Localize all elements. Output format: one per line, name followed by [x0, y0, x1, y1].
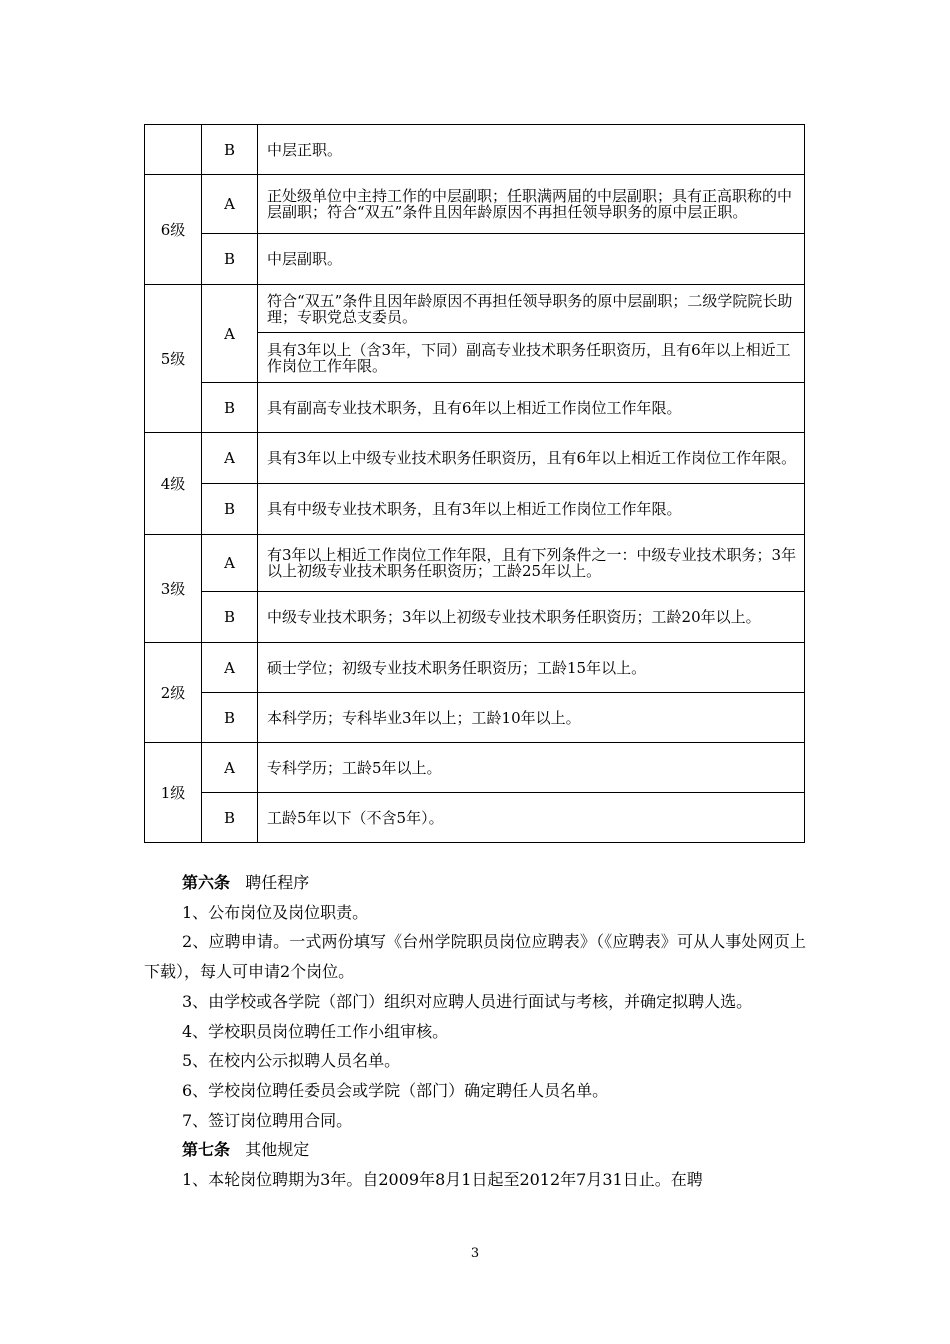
level-cell: 2级 — [145, 643, 202, 743]
list-item: 4、学校职员岗位聘任工作小组审核。 — [182, 1021, 449, 1041]
requirement-cell: 专科学历；工龄5年以上。 — [258, 743, 805, 793]
article-body — [144, 868, 806, 1195]
level-cell — [145, 125, 202, 175]
sublevel-cell: B — [202, 793, 258, 843]
article-title: 其他规定 — [245, 1140, 310, 1160]
requirement-cell: 符合“双五”条件且因年龄原因不再担任领导职务的原中层副职；二级学院院长助理；专职党总支委员。 — [258, 285, 805, 333]
requirement-cell: 硕士学位；初级专业技术职务任职资历；工龄15年以上。 — [258, 643, 805, 693]
table-row — [145, 125, 805, 175]
list-item: 1、本轮岗位聘期为3年。自2009年8月1日起至2012年7月31日止。在聘 — [182, 1170, 703, 1190]
level-cell: 6级 — [145, 175, 202, 285]
requirement-cell: 中层正职。 — [258, 125, 805, 175]
requirement-cell: 具有3年以上（含3年，下同）副高专业技术职务任职资历，且有6年以上相近工作岗位工作年限。 — [258, 333, 805, 383]
table-row — [145, 433, 805, 484]
sublevel-cell: B — [202, 234, 258, 285]
list-item: 6、学校岗位聘任委员会或学院（部门）确定聘任人员名单。 — [182, 1080, 609, 1100]
list-item: 2、应聘申请。一式两份填写《台州学院职员岗位应聘表》（《应聘表》可从人事处网页上下载），每人可申请2个岗位。 — [144, 932, 806, 982]
article-title: 聘任程序 — [245, 873, 310, 892]
article-label: 第七条 — [182, 1140, 231, 1160]
sublevel-cell: A — [202, 643, 258, 693]
page-number: 3 — [470, 1246, 480, 1261]
level-cell: 1级 — [145, 743, 202, 843]
requirement-cell: 具有3年以上中级专业技术职务任职资历，且有6年以上相近工作岗位工作年限。 — [258, 433, 805, 484]
table-row — [145, 234, 805, 285]
requirement-cell: 具有副高专业技术职务，且有6年以上相近工作岗位工作年限。 — [258, 383, 805, 433]
grade-table — [144, 124, 805, 843]
sublevel-cell: A — [202, 175, 258, 234]
table-row — [145, 592, 805, 643]
table-row — [145, 484, 805, 535]
requirement-cell: 工龄5年以下（不含5年）。 — [258, 793, 805, 843]
level-cell: 3级 — [145, 535, 202, 643]
sublevel-cell: B — [202, 383, 258, 433]
sublevel-cell: A — [202, 743, 258, 793]
list-item: 7、签订岗位聘用合同。 — [182, 1110, 353, 1130]
article-label: 第六条 — [182, 873, 231, 892]
table-row — [145, 793, 805, 843]
sublevel-cell: B — [202, 693, 258, 743]
level-cell: 4级 — [145, 433, 202, 535]
table-row — [145, 175, 805, 234]
sublevel-cell: B — [202, 125, 258, 175]
list-item: 1、公布岗位及岗位职责。 — [182, 902, 369, 922]
sublevel-cell: B — [202, 484, 258, 535]
requirement-cell: 具有中级专业技术职务，且有3年以上相近工作岗位工作年限。 — [258, 484, 805, 535]
sublevel-cell: A — [202, 285, 258, 383]
requirement-cell: 有3年以上相近工作岗位工作年限，且有下列条件之一：中级专业技术职务；3年以上初级专业技术职务任职资历；工龄25年以上。 — [258, 535, 805, 592]
article6-heading — [144, 868, 806, 898]
sublevel-cell: A — [202, 433, 258, 484]
article7-heading — [144, 1135, 806, 1165]
list-item: 3、由学校或各学院（部门）组织对应聘人员进行面试与考核，并确定拟聘人选。 — [182, 991, 753, 1011]
table-row — [145, 693, 805, 743]
sublevel-cell: B — [202, 592, 258, 643]
sublevel-cell: A — [202, 535, 258, 592]
requirement-cell: 中层副职。 — [258, 234, 805, 285]
list-item: 5、在校内公示拟聘人员名单。 — [182, 1051, 401, 1071]
table-row — [145, 383, 805, 433]
table-row — [145, 643, 805, 693]
level-cell: 5级 — [145, 285, 202, 433]
table-row — [145, 535, 805, 592]
table-row — [145, 743, 805, 793]
table-row — [145, 285, 805, 333]
requirement-cell: 正处级单位中主持工作的中层副职；任职满两届的中层副职；具有正高职称的中层副职；符合“双五”条件且因年龄原因不再担任领导职务的原中层正职。 — [258, 175, 805, 234]
requirement-cell: 本科学历；专科毕业3年以上；工龄10年以上。 — [258, 693, 805, 743]
requirement-cell: 中级专业技术职务；3年以上初级专业技术职务任职资历；工龄20年以上。 — [258, 592, 805, 643]
